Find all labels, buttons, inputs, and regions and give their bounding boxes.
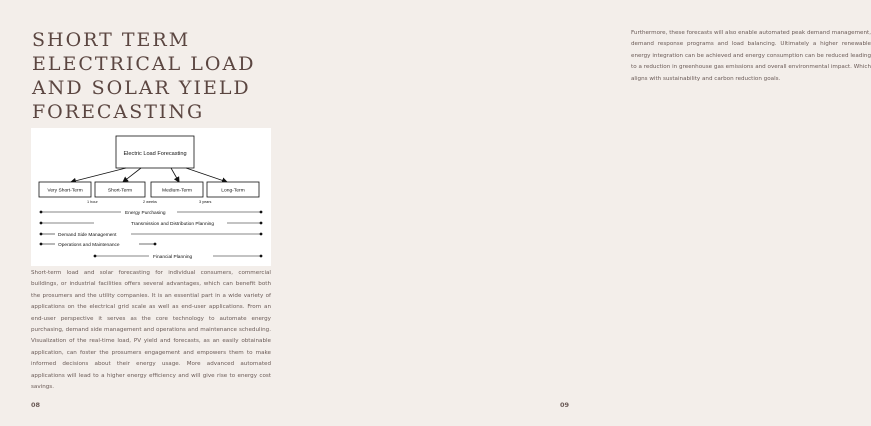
span-endpoint xyxy=(40,243,43,246)
forecasting-diagram-svg xyxy=(31,128,271,266)
right-body-text: Furthermore, these forecasts will also enable automated peak demand management, demand response programs and load balancing. Ultimately a higher renewable energy integration can be achieved and energy consumption can be reduced leading to a reduction in greenhouse gas emissions and overall environmental impact. Which aligns with sustainability and carbon reduction goals. xyxy=(631,30,871,82)
horizon-label: 1 hour xyxy=(87,200,98,204)
span-endpoint xyxy=(260,211,263,214)
left-body-text: Short-term load and solar forecasting for individual consumers, commercial buildings, or industrial facilities offers several advantages, which can benefit both the prosumers and the utility companies. It is an essential part in a wide variety of applications on the electrical grid scale as well as end-user applications. From an end-user perspective it serves as the core technology to automate energy purchasing, demand side management and operations and maintenance scheduling. Visualization of the real-time load, PV yield and forecasts, as an easily obtainable application, can foster the prosumers engagement and empowers them to make informed decisions about their energy usage. More advanced automated applications will lead to a higher energy efficiency and will give rise to energy cost savings. xyxy=(31,270,271,391)
span-endpoint xyxy=(40,233,43,236)
application-label: Energy Purchasing xyxy=(125,211,166,216)
span-endpoint xyxy=(260,222,263,225)
application-label: Financial Planning xyxy=(153,255,193,260)
page-number-right: 09 xyxy=(559,401,569,409)
category-label: Short-Term xyxy=(107,188,133,194)
category-label: Medium-Term xyxy=(162,188,192,194)
span-endpoint xyxy=(40,222,43,225)
arrow-long-term xyxy=(186,168,227,182)
arrow-very-short-term xyxy=(71,168,126,182)
root-label: Electric Load Forecasting xyxy=(123,151,187,157)
arrow-medium-term xyxy=(171,168,179,182)
span-endpoint xyxy=(154,243,157,246)
horizon-label: 3 years xyxy=(199,200,212,204)
page-number-left: 08 xyxy=(31,401,41,409)
application-label: Demand Side Management xyxy=(58,233,117,238)
forecasting-diagram xyxy=(31,128,271,266)
application-label: Transmission and Distribution Planning xyxy=(131,222,215,227)
left-page xyxy=(0,0,300,426)
title-line: FORECASTING xyxy=(32,101,205,123)
category-label: Very Short-Term xyxy=(47,188,83,194)
span-endpoint xyxy=(260,255,263,258)
title-line: ELECTRICAL LOAD xyxy=(32,53,256,75)
category-label: Long-Term xyxy=(221,188,245,194)
title-line: AND SOLAR YIELD xyxy=(32,77,251,99)
title-line: SHORT TERM xyxy=(32,29,191,51)
span-endpoint xyxy=(94,255,97,258)
arrow-short-term xyxy=(123,168,141,182)
right-page xyxy=(300,0,871,426)
horizon-label: 2 weeks xyxy=(143,200,157,204)
application-label: Operations and Maintenance xyxy=(58,243,120,248)
span-endpoint xyxy=(40,211,43,214)
page-title xyxy=(32,28,302,124)
span-endpoint xyxy=(260,233,263,236)
